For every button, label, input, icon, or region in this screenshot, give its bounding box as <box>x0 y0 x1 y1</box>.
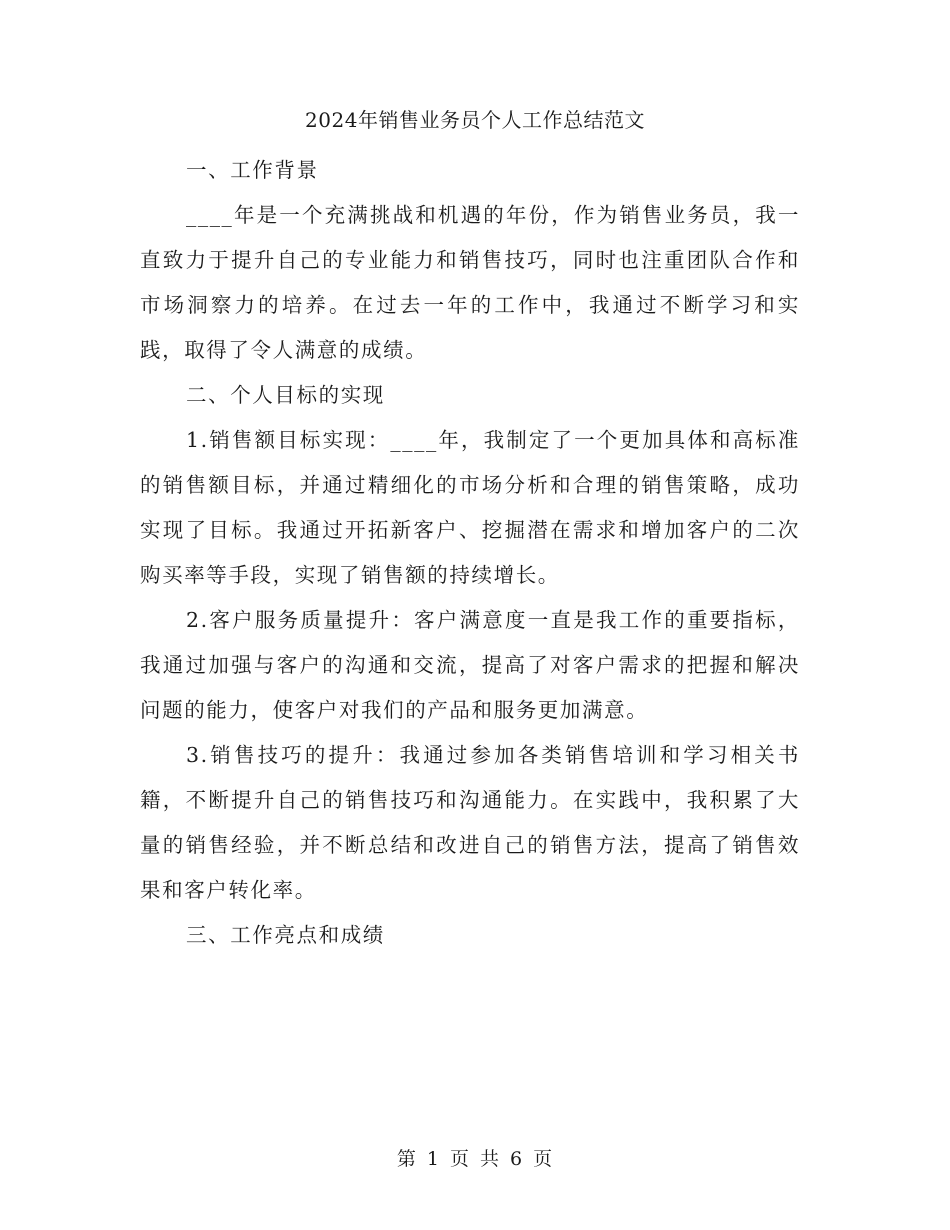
footer-total-pages: 6 <box>510 1148 524 1170</box>
footer-current-page: 1 <box>426 1148 440 1170</box>
footer-page-label: 第 <box>396 1148 417 1170</box>
paragraph-background: ____年是一个充满挑战和机遇的年份，作为销售业务员，我一直致力于提升自己的专业能力和销售技巧，同时也注重团队合作和市场洞察力的培养。在过去一年的工作中，我通过不断学习和实践，取得了令人满意的成绩。 <box>140 203 800 362</box>
footer-total-label: 共 <box>480 1148 501 1170</box>
footer-page-unit: 页 <box>449 1148 470 1170</box>
paragraph-sales-skills: 3.销售技巧的提升：我通过参加各类销售培训和学习相关书籍，不断提升自己的销售技巧和沟通能力。在实践中，我积累了大量的销售经验，并不断总结和改进自己的销售方法，提高了销售效果和客户转化率。 <box>140 743 800 902</box>
document-body <box>140 148 800 958</box>
paragraph-sales-target: 1.销售额目标实现：____年，我制定了一个更加具体和高标准的销售额目标，并通过精细化的市场分析和合理的销售策略，成功实现了目标。我通过开拓新客户、挖掘潜在需求和增加客户的二次购买率等手段，实现了销售额的持续增长。 <box>140 428 800 587</box>
page-footer <box>0 1145 950 1173</box>
section-heading-goals: 二、个人目标的实现 <box>186 383 385 407</box>
document-title: 2024年销售业务员个人工作总结范文 <box>305 108 645 132</box>
section-heading-highlights: 三、工作亮点和成绩 <box>186 923 385 947</box>
paragraph-customer-service: 2.客户服务质量提升：客户满意度一直是我工作的重要指标，我通过加强与客户的沟通和交流，提高了对客户需求的把握和解决问题的能力，使客户对我们的产品和服务更加满意。 <box>140 608 800 722</box>
section-heading-background: 一、工作背景 <box>186 158 319 182</box>
footer-total-unit: 页 <box>533 1148 554 1170</box>
